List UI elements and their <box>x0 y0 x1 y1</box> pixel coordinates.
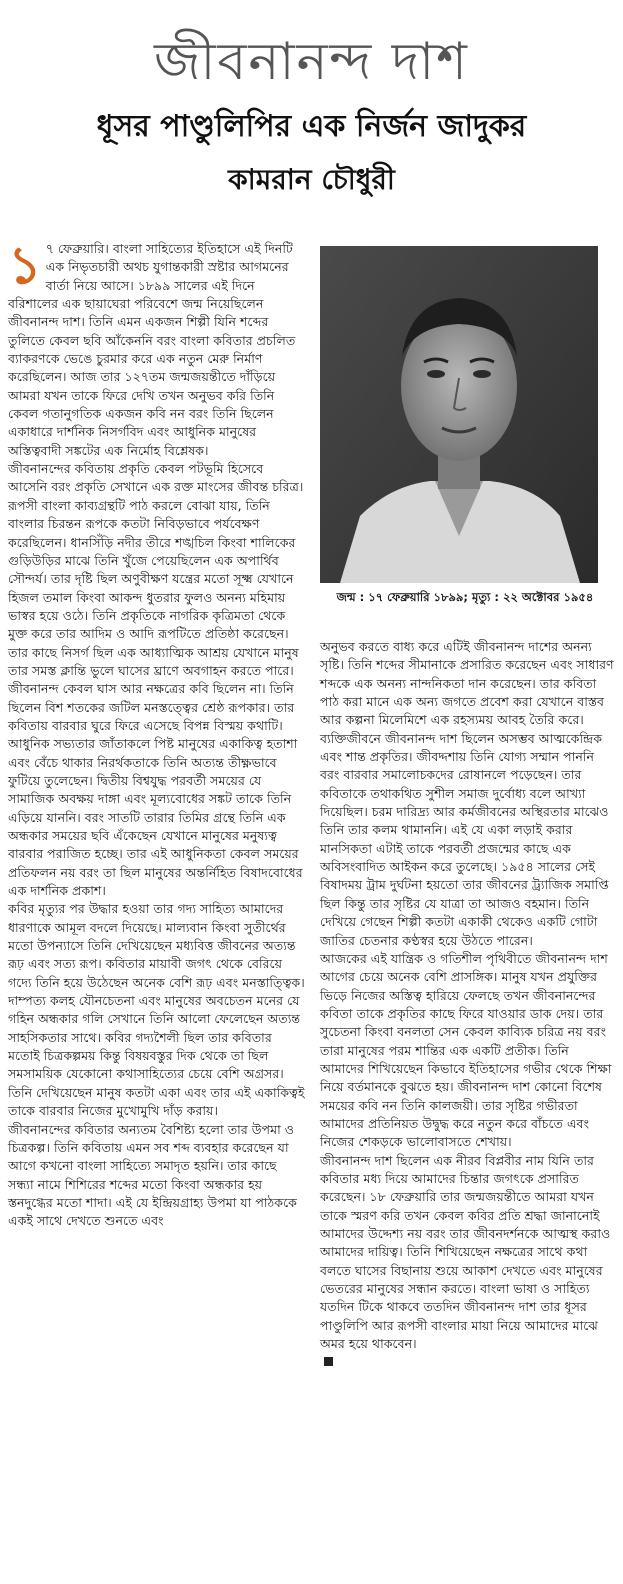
paragraph: অনুভব করতে বাধ্য করে এটিই জীবনানন্দ দাশের অনন্য সৃষ্টি। তিনি শব্দের সীমানাকে প্রসারিত করেছেন এবং সাধারণ শব্দকে এক অনন্য নান্দনিকতা দান করেছেন। তার কবিতা পাঠ করা মানে এক অন্য জগতে প্রবেশ করা যেখানে বাস্তব আর কল্পনা মিলেমিশে এক রহস্যময় আবহ তৈরি করে। <box>320 639 614 728</box>
byline: কামরান চৌধুরী <box>228 163 395 196</box>
portrait-illustration <box>320 246 598 583</box>
portrait-photo <box>320 246 598 583</box>
paragraph: আজকের এই যান্ত্রিক ও গতিশীল পৃথিবীতে জীবনানন্দ দাশ আগের চেয়ে অনেক বেশি প্রাসঙ্গিক। মানুষ যখন প্রযুক্তির ভিড়ে নিজের অস্তিত্ব হারিয়ে ফেলছে তখন জীবনানন্দের কবিতা তাকে প্রকৃতির কাছে ফিরে যাওয়ার ডাক দেয়। তার সুচেতনা কিংবা বনলতা সেন কেবল কাব্যিক চরিত্র নয় বরং তারা মানুষের পরম শান্তির এক একটি প্রতীক। তিনি আমাদের শিখিয়েছেন কিভাবে ইতিহাসের গভীর থেকে শিক্ষা নিয়ে বর্তমানকে বুঝতে হয়। জীবনানন্দ দাশ কোনো বিশেষ সময়ের কবি নন তিনি কালজয়ী। তার সৃষ্টির গভীরতা আমাদের প্রতিনিয়ত উদ্বুদ্ধ করে নতুন করে বাঁচতে এবং নিজের শেকড়কে ভালোবাসতে শেখায়। <box>320 950 612 1150</box>
article-column-2 <box>320 638 615 1372</box>
photo-caption: জন্ম : ১৭ ফেব্রুয়ারি ১৮৯৯; মৃত্যু : ২২ অক্টোবর ১৯৫৪ <box>336 590 594 604</box>
headline: জীবনানন্দ দাশ <box>154 32 469 92</box>
paragraph: কবির মৃত্যুর পর উদ্ধার হওয়া তার গদ্য সাহিত্য আমাদের ধারণাকে আমূল বদলে দিয়েছে। মাল্যবান কিংবা সুতীর্থের মতো উপন্যাসে তিনি দেখিয়েছেন মধ্যবিত্ত জীবনের অত্যন্ত রূঢ় এবং সত্য রূপ। কবিতার মায়াবী জগৎ থেকে বেরিয়ে গদ্যে তিনি হয়ে উঠেছেন অনেক বেশি রূঢ় এবং মনস্তাত্ত্বিক। দাম্পত্য কলহ যৌনচেতনা এবং মানুষের অবচেতন মনের যে গহিন অন্ধকার গলি সেখানে তিনি আলো ফেলেছেন অত্যন্ত সাহসিকতার সাথে। কবির গদ্যশৈলী ছিল তার কবিতার মতোই চিত্রকল্পময় কিন্তু বিষয়বস্তুর দিক থেকে তা ছিল সমসাময়িক যেকোনো কথাসাহিত্যের চেয়ে বেশি অগ্রসর। তিনি দেখিয়েছেন মানুষ কতটা একা এবং তার এই একাকিত্বই তাকে বারবার নিজের মুখোমুখি দাঁড় করায়। <box>8 901 305 1119</box>
subheadline: ধূসর পাণ্ডুলিপির এক নির্জন জাদুকর <box>96 109 527 144</box>
article-column-1 <box>8 235 306 1231</box>
drop-cap: ১ <box>8 235 42 296</box>
end-mark-icon <box>324 1357 333 1366</box>
paragraph: জীবনানন্দের কবিতায় প্রকৃতি কেবল পটভূমি হিসেবে আসেনি বরং প্রকৃতি সেখানে এক রক্ত মাংসের জীবন্ত চরিত্র। রূপসী বাংলা কাব্যগ্রন্থটি পাঠ করলে বোঝা যায়, তিনি বাংলার চিরন্তন রূপকে কতটা নিবিড়ভাবে পর্যবেক্ষণ করেছিলেন। ধানসিঁড়ি নদীর তীরে শঙ্খচিল কিংবা শালিকের গুড়িউড়ির মাঝে তিনি খুঁজে পেয়েছিলেন এক অপার্থিব সৌন্দর্য। তার দৃষ্টি ছিল অণুবীক্ষণ যন্ত্রের মতো সূক্ষ্ম যেখানে হিজল তমাল কিংবা আকন্দ ধুতরার ফুলও অনন্য মহিমায় ভাস্বর হয়ে ওঠে। তিনি প্রকৃতিকে নাগরিক কৃত্রিমতা থেকে মুক্ত করে তার আদিম ও আদি রূপটিতে প্রতিষ্ঠা করেছেন। তার কাছে নিসর্গ ছিল এক আধ্যাত্মিক আশ্রয় যেখানে মানুষ তার সমস্ত ক্লান্তি ভুলে ঘাসের ঘ্রাণে অবগাহন করতে পারে। <box>8 461 304 678</box>
paragraph: জীবনানন্দের কবিতার অন্যতম বৈশিষ্ট্য হলো তার উপমা ও চিত্রকল্প। তিনি কবিতায় এমন সব শব্দ ব্যবহার করেছেন যা আগে কখনো বাংলা সাহিত্যে সমাদৃত হয়নি। তার কাছে সন্ধ্যা নামে শিশিরের শব্দের মতো কিংবা অন্ধকার হয় স্তনদুগ্ধের মতো শাদা। এই যে ইন্দ্রিয়গ্রাহ্য উপমা যা পাঠককে একই সাথে দেখতে শুনতে এবং <box>8 1121 297 1229</box>
paragraph: ৭ ফেব্রুয়ারি। বাংলা সাহিত্যের ইতিহাসে এই দিনটি এক নিভৃতচারী অথচ যুগান্তকারী স্রষ্টার আগমনের বার্তা নিয়ে আসে। ১৮৯৯ সালের এই দিনে বরিশালের এক ছায়াঘেরা পরিবেশে জন্ম নিয়েছিলেন জীবনানন্দ দাশ। তিনি এমন একজন শিল্পী যিনি শব্দের তুলিতে কেবল ছবি আঁকেননি বরং বাংলা কবিতার প্রচলিত ব্যাকরণকে ভেঙে চুরমার করে এক নতুন মেরু নির্মাণ করেছিলেন। আজ তার ১২৭তম জন্মজয়ন্তীতে দাঁড়িয়ে আমরা যখন তাকে ফিরে দেখি তখন অনুভব করি তিনি কেবল গতানুগতিক একজন কবি নন বরং তিনি ছিলেন একাধারে দার্শনিক নিসর্গবিদ এবং আধুনিক মানুষের অস্তিত্ববাদী সঙ্কটের এক নির্মোহ বিশ্লেষক। <box>8 241 296 458</box>
paragraph: ব্যক্তিজীবনে জীবনানন্দ দাশ ছিলেন অসম্ভব আত্মকেন্দ্রিক এবং শান্ত প্রকৃতির। জীবদ্দশায় তিনি যোগ্য সম্মান পাননি বরং বারবার সমালোচকদের রোষানলে পড়েছেন। তার কবিতাকে তথাকথিত সুশীল সমাজ দুর্বোধ্য বলে আখ্যা দিয়েছিল। চরম দারিদ্র্য আর কর্মজীবনের অস্থিরতার মাঝেও তিনি তার কলম থামাননি। এই যে একা লড়াই করার মানসিকতা এটাই তাকে পরবর্তী প্রজন্মের কাছে এক অবিসংবাদিত আইকন করে তুলেছে। ১৯৫৪ সালের সেই বিষাদময় ট্রাম দুর্ঘটনা হয়তো তার জীবনের ট্র্যাজিক সমাপ্তি ছিল কিন্তু তার সৃষ্টির যে যাত্রা তা আজও বহমান। তিনি দেখিয়ে গেছেন শিল্পী কতটা একাকী থেকেও একটি গোটা জাতির চেতনার কণ্ঠস্বর হয়ে উঠতে পারেন। <box>320 730 609 948</box>
paragraph: জীবনানন্দ কেবল ঘাস আর নক্ষত্রের কবি ছিলেন না। তিনি ছিলেন বিশ শতকের জটিল মনস্তত্ত্বের শ্রেষ্ঠ রূপকার। তার কবিতায় বারবার ঘুরে ফিরে এসেছে বিপন্ন বিস্ময় কথাটি। আধুনিক সভ্যতার জাঁতাকলে পিষ্ট মানুষের একাকিত্ব হতাশা এবং বেঁচে থাকার নিরর্থকতাকে তিনি অত্যন্ত তীক্ষ্ণভাবে ফুটিয়ে তুলেছেন। দ্বিতীয় বিশ্বযুদ্ধ পরবর্তী সময়ের যে সামাজিক অবক্ষয় দাঙ্গা এবং মূল্যবোধের সঙ্কট তাকে তিনি এড়িয়ে যাননি। বরং সাতটি তারার তিমির গ্রন্থে তিনি এক অন্ধকার সময়ের ছবি এঁকেছেন যেখানে মানুষের মনুষ্যত্ব বারবার পরাজিত হচ্ছে। তার এই আধুনিকতা কেবল সময়ের প্রতিফলন নয় বরং তা ছিল মানুষের অন্তর্নিহিত বিষাদবোধের এক দার্শনিক প্রকাশ। <box>8 681 303 899</box>
paragraph: জীবনানন্দ দাশ ছিলেন এক নীরব বিপ্লবীর নাম যিনি তার কবিতার মধ্য দিয়ে আমাদের চিন্তার জগৎকে প্রসারিত করেছেন। ১৮ ফেব্রুয়ারি তার জন্মজয়ন্তীতে আমরা যখন তাকে স্মরণ করি তখন কেবল কবির প্রতি শ্রদ্ধা জানানোই আমাদের উদ্দেশ্য নয় বরং তার জীবনদর্শনকে আত্মস্থ করাও আমাদের দায়িত্ব। তিনি শিখিয়েছেন নক্ষত্রের সাথে কথা বলতে ঘাসের বিছানায় শুয়ে আকাশ দেখতে এবং মানুষের ভেতরের মানুষের সন্ধান করতে। বাংলা ভাষা ও সাহিত্য যতদিন টিকে থাকবে ততদিন জীবনানন্দ দাশ তার ধূসর পাণ্ডুলিপি আর রূপসী বাংলার মায়া নিয়ে আমাদের মাঝে অমর হয়ে থাকবেন। <box>320 1152 611 1352</box>
